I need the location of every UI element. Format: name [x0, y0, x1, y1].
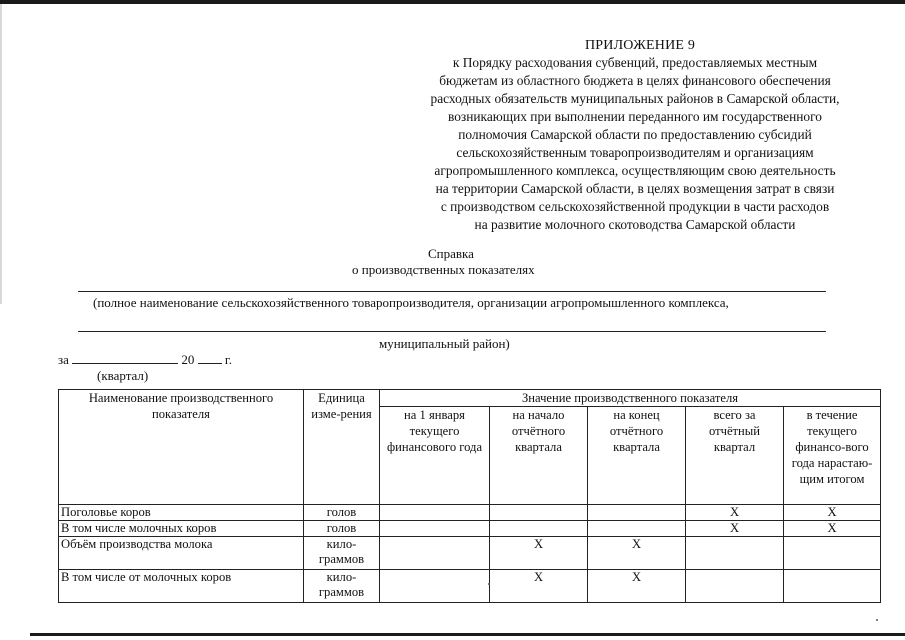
appendix-line: на развитие молочного скотоводства Самарской области — [474, 217, 796, 232]
value-cell: X — [490, 570, 588, 603]
value-cell: X — [588, 570, 686, 603]
value-cell[interactable] — [784, 570, 881, 603]
header-value-group: Значение производственного показателя — [380, 390, 881, 407]
table-row — [59, 537, 881, 570]
row-unit: голов — [304, 505, 380, 521]
appendix-text — [390, 54, 880, 234]
reference-subtitle: о производственных показателях — [352, 262, 535, 277]
value-cell[interactable] — [784, 537, 881, 570]
appendix-line: на территории Самарской области, в целях возмещения затрат в связи — [435, 181, 835, 196]
period-prefix: за — [58, 352, 69, 367]
appendix-line: расходных обязательств муниципальных районов в Самарской области, — [430, 91, 840, 106]
scan-border-left — [0, 4, 2, 304]
row-unit: кило-граммов — [304, 570, 380, 603]
appendix-line: с производством сельскохозяйственной продукции в части расходов — [440, 199, 830, 214]
value-cell: X — [588, 537, 686, 570]
scan-border-bottom — [30, 633, 905, 636]
appendix-line: возникающих при выполнении переданного им государственного — [447, 109, 822, 124]
header-indicator-name: Наименование производственного показателя — [59, 390, 304, 505]
header-col-jan1: на 1 января текущего финансового года — [380, 407, 490, 505]
row-unit: голов — [304, 521, 380, 537]
appendix-line: полномочия Самарской области по предоставлению субсидий — [458, 127, 812, 142]
row-unit: кило-граммов — [304, 537, 380, 570]
district-caption: муниципальный район) — [379, 336, 510, 351]
value-cell: X — [784, 521, 881, 537]
value-cell[interactable] — [490, 505, 588, 521]
scan-speck — [876, 619, 878, 621]
value-cell: X — [686, 521, 784, 537]
value-cell: X — [686, 505, 784, 521]
producer-name-caption: (полное наименование сельскохозяйственного товаропроизводителя, организации агропромышленного комплекса, — [93, 295, 729, 310]
header-col-quarter-total: всего за отчётный квартал — [686, 407, 784, 505]
value-cell[interactable] — [686, 570, 784, 603]
row-name: Объём производства молока — [59, 537, 304, 570]
row-name: Поголовье коров — [59, 505, 304, 521]
header-col-quarter-start: на начало отчётного квартала — [490, 407, 588, 505]
value-cell[interactable] — [380, 537, 490, 570]
year-field[interactable] — [198, 351, 222, 364]
reference-title: Справка — [428, 246, 474, 261]
appendix-title: ПРИЛОЖЕНИЕ 9 — [585, 38, 696, 53]
scan-border-top — [0, 0, 905, 4]
table-row — [59, 505, 881, 521]
row-name: В том числе от молочных коров — [59, 570, 304, 603]
appendix-line: сельскохозяйственным товаропроизводителям и организациям — [456, 145, 814, 160]
row-name: В том числе молочных коров — [59, 521, 304, 537]
value-cell[interactable] — [380, 570, 490, 603]
header-col-quarter-end: на конец отчётного квартала — [588, 407, 686, 505]
value-cell[interactable] — [380, 505, 490, 521]
value-cell[interactable] — [588, 521, 686, 537]
indicators-table — [58, 389, 881, 603]
scan-speck — [488, 583, 490, 585]
period-year: 20 — [181, 352, 195, 367]
quarter-caption: (квартал) — [97, 368, 149, 383]
header-col-year-cumulative: в течение текущего финансо-вого года нарастаю-щим итогом — [784, 407, 881, 505]
value-cell: X — [490, 537, 588, 570]
value-cell[interactable] — [490, 521, 588, 537]
value-cell[interactable] — [380, 521, 490, 537]
table-row — [59, 521, 881, 537]
appendix-line: к Порядку расходования субвенций, предоставляемых местным — [452, 55, 818, 70]
district-name-field[interactable] — [78, 331, 826, 332]
appendix-line: бюджетам из областного бюджета в целях финансового обеспечения — [439, 73, 831, 88]
period-suffix: г. — [224, 352, 233, 367]
producer-name-field[interactable] — [78, 291, 826, 292]
value-cell[interactable] — [588, 505, 686, 521]
table-row — [59, 570, 881, 603]
value-cell[interactable] — [686, 537, 784, 570]
header-unit: Единица изме-рения — [304, 390, 380, 505]
period-line — [58, 351, 232, 368]
value-cell: X — [784, 505, 881, 521]
appendix-line: агропромышленного комплекса, осуществляющим свою деятельность — [434, 163, 836, 178]
quarter-field[interactable] — [72, 351, 178, 364]
